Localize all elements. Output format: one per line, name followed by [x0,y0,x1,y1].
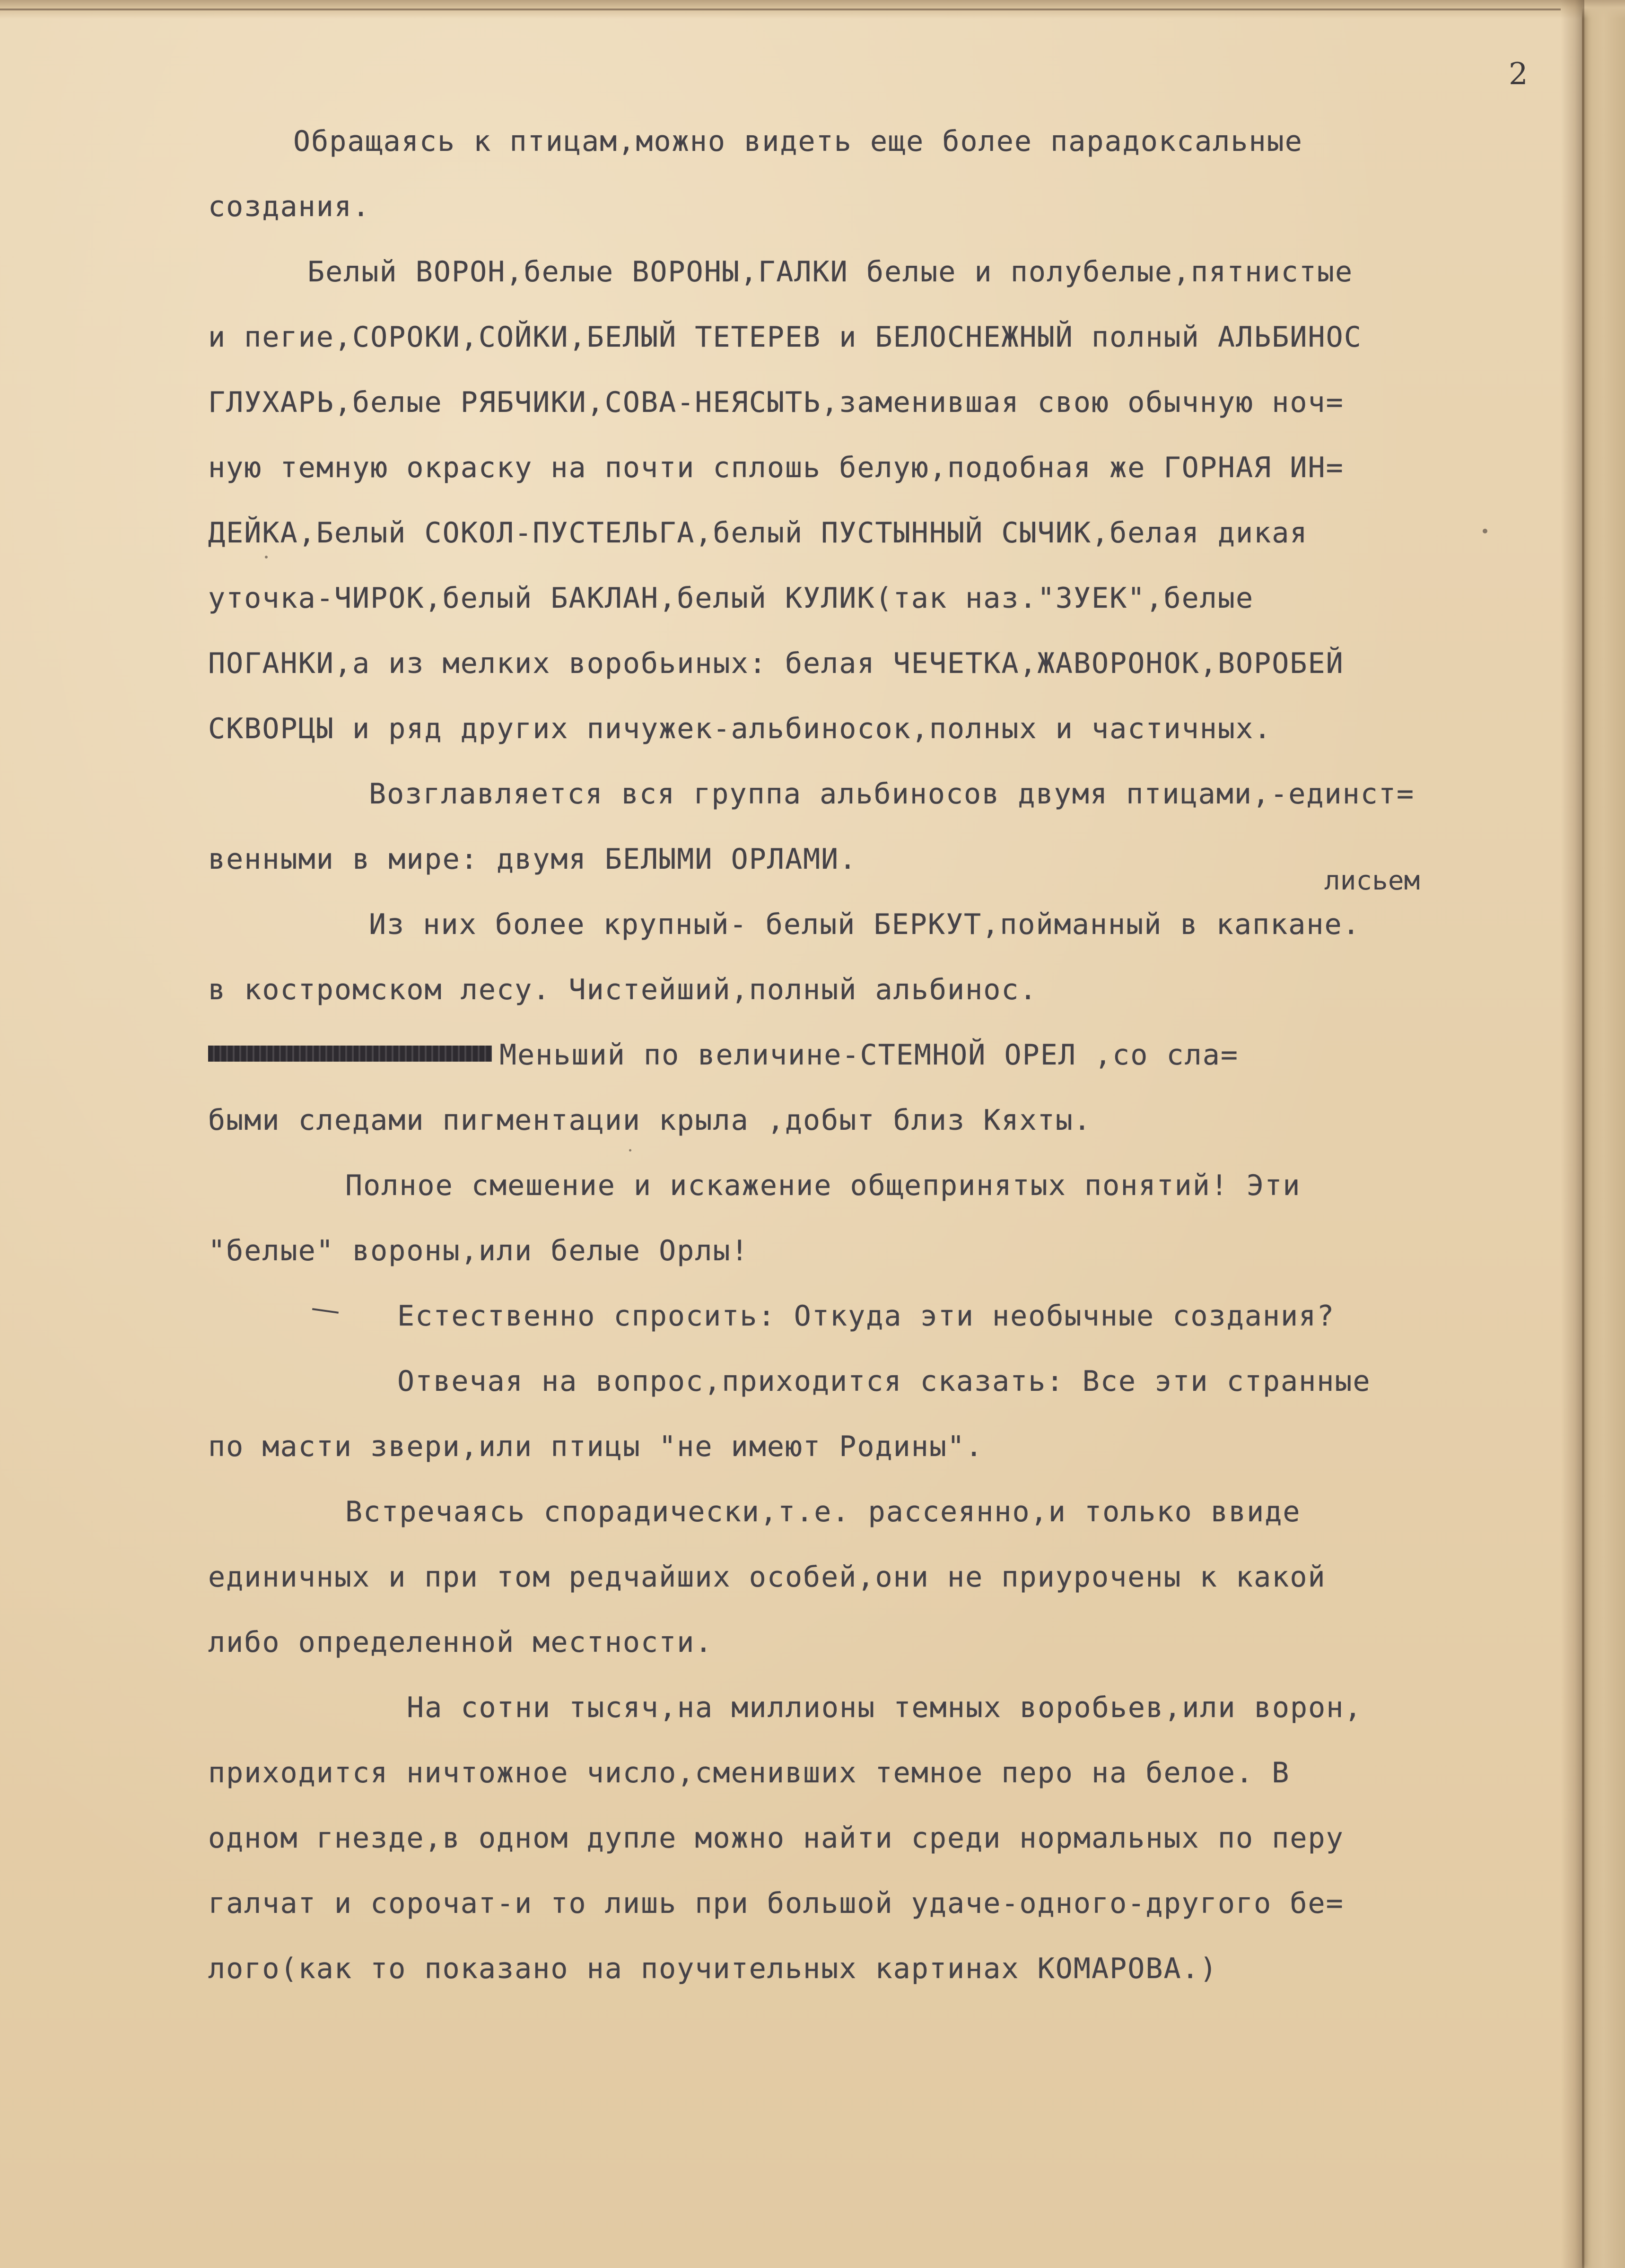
text-line: уточка-ЧИРОК,белый БАКЛАН,белый КУЛИК(так наз."ЗУЕК",белые [208,582,1254,615]
text-line: ГЛУХАРЬ,белые РЯБЧИКИ,СОВА-НЕЯСЫТЬ,заменившая свою обычную ноч= [208,386,1344,419]
typewritten-text [208,109,1532,2001]
text-line: приходится ничтожное число,сменивших темное перо на белое. В [208,1756,1290,1789]
page-right-shadow [1561,0,1584,2268]
text-line: Встречаясь спорадически,т.е. рассеянно,и только ввиде [345,1495,1301,1528]
text-line: ДЕЙКА,Белый СОКОЛ-ПУСТЕЛЬГА,белый ПУСТЫННЫЙ СЫЧИК,белая дикая [208,516,1308,550]
text-line: ПОГАНКИ,а из мелких воробьиных: белая ЧЕЧЕТКА,ЖАВОРОНОК,ВОРОБЕЙ [208,647,1344,680]
ink-speck [265,556,268,558]
text-line: в костромском лесу. Чистейший,полный альбинос. [208,973,1038,1006]
text-line: галчат и сорочат-и то лишь при большой удаче-одного-другого бе= [208,1887,1344,1920]
text-line: "белые" вороны,или белые Орлы! [208,1234,749,1267]
text-line: На сотни тысяч,на миллионы темных воробьев,или ворон, [407,1691,1363,1724]
text-line: Из них более крупный- белый БЕРКУТ,пойманный в капкане. [369,908,1361,941]
ink-speck [1483,529,1487,533]
text-line: либо определенной местности. [208,1626,713,1659]
text-line: единичных и при том редчайших особей,они не приурочены к какой [208,1561,1326,1594]
text-line: Возглавляется вся группа альбиносов двумя птицами,-единст= [369,777,1415,811]
text-line: Белый ВОРОН,белые ВОРОНЫ,ГАЛКИ белые и полубелые,пятнистые [307,255,1354,288]
text-line: венными в мире: двумя БЕЛЫМИ ОРЛАМИ. [208,843,857,876]
page-number: 2 [1509,57,1528,92]
text-line: и пегие,СОРОКИ,СОЙКИ,БЕЛЫЙ ТЕТЕРЕВ и БЕЛОСНЕЖНЫЙ полный АЛЬБИНОС [208,321,1362,354]
ink-speck [629,1149,631,1151]
next-page-edge [1582,0,1625,2268]
text-line: одном гнезде,в одном дупле можно найти среди нормальных по перу [208,1822,1344,1855]
text-line: СКВОРЦЫ и ряд других пичужек-альбиносок,полных и частичных. [208,712,1272,745]
text-line-with-strikeout [208,1022,1532,1088]
text-line: быми следами пигментации крыла ,добыт близ Кяхты. [208,1104,1092,1137]
text-line: Отвечая на вопрос,приходится сказать: Все эти странные [397,1365,1371,1398]
text-line: Обращаясь к птицам,можно видеть еще более парадоксальные [293,125,1303,158]
text-line: Естественно спросить: Откуда эти необычные создания? [397,1300,1335,1333]
handwritten-insertion: лисьем [1324,865,1420,896]
text-line: ную темную окраску на почти сплошь белую,подобная же ГОРНАЯ ИН= [208,451,1344,484]
text-line: лого(как то показано на поучительных картинах КОМАРОВА.) [208,1952,1218,1985]
text-line: создания. [208,190,371,223]
text-line: Полное смешение и искажение общепринятых понятий! Эти [345,1169,1301,1202]
text-line: по масти звери,или птицы "не имеют Родины". [208,1430,984,1463]
text-line-remainder: Меньший по величине-СТЕМНОЙ ОРЕЛ ,со сла= [499,1038,1239,1072]
page-top-rule [0,9,1561,10]
struck-out-text [208,1046,492,1062]
